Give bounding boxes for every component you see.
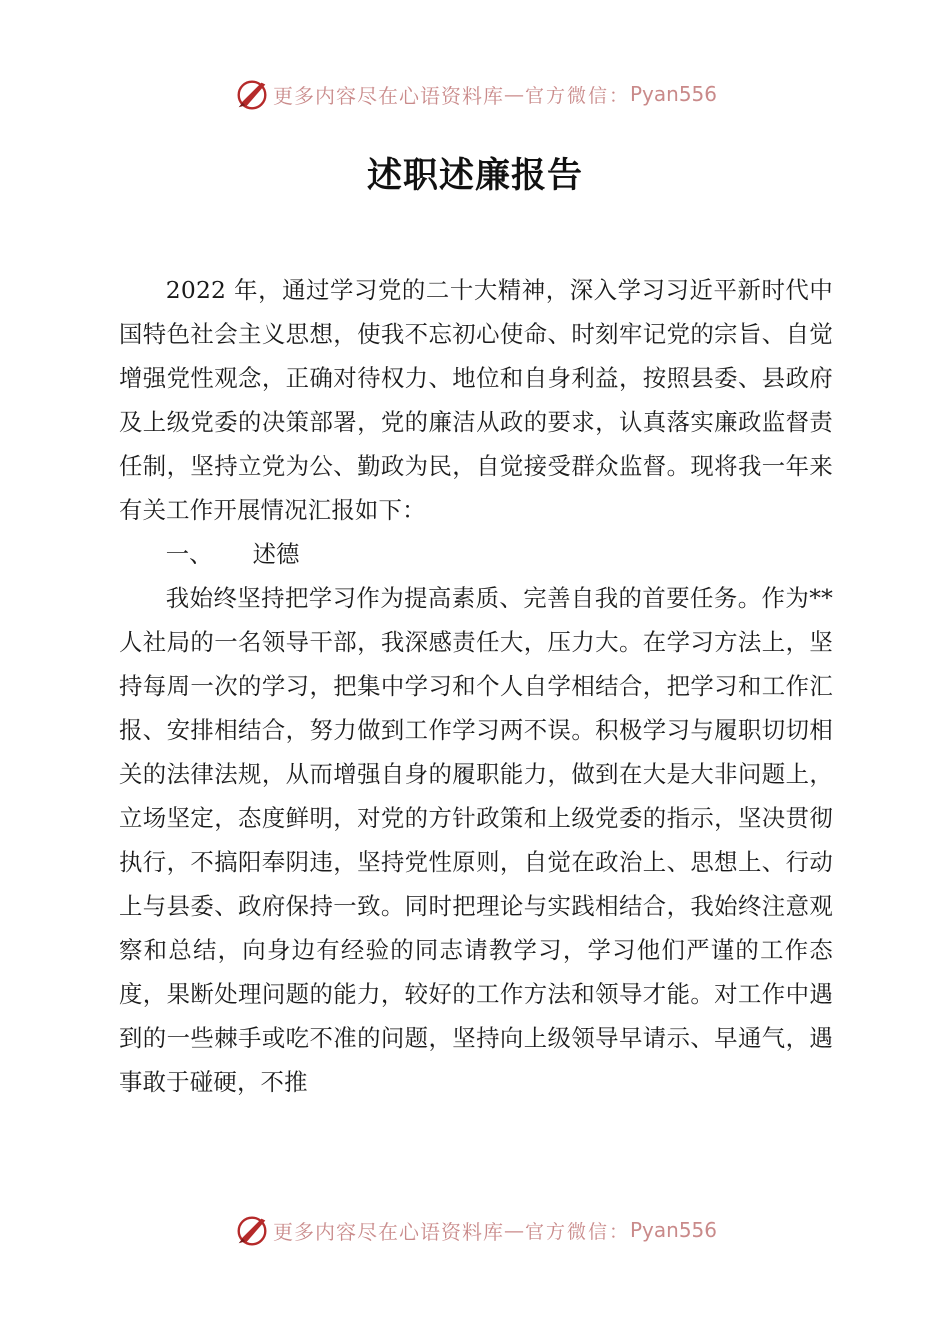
- banner-text: 更多内容尽在心语资料库: [272, 83, 504, 108]
- banner-wechat-label: 官方微信：: [524, 1220, 630, 1243]
- document-body: [119, 268, 833, 1104]
- banner-wechat-id: Pyan556: [630, 1218, 718, 1242]
- footer-banner: [0, 1208, 950, 1252]
- document-title: 述职述廉报告: [366, 155, 583, 196]
- intro-paragraph: 2022 年，通过学习党的二十大精神，深入学习习近平新时代中国特色社会主义思想，使我不忘初心使命、时刻牢记党的宗旨、自觉增强党性观念，正确对待权力、地位和自身利益，按照县委、县政府及上级党委的决策部署，党的廉洁从政的要求，认真落实廉政监督责任制，坚持立党为公、勤政为民，自觉接受群众监督。现将我一年来有关工作开展情况汇报如下：: [119, 276, 833, 524]
- banner-wechat-id: Pyan556: [630, 82, 718, 106]
- banner-text: 更多内容尽在心语资料库: [272, 1219, 504, 1244]
- banner-wechat-label: 官方微信：: [524, 84, 630, 107]
- banner-dash: —: [503, 1218, 525, 1242]
- section-paragraph: 我始终坚持把学习作为提高素质、完善自我的首要任务。作为**人社局的一名领导干部，我深感责任大，压力大。在学习方法上，坚持每周一次的学习，把集中学习和个人自学相结合，把学习和工作汇报、安排相结合，努力做到工作学习两不误。积极学习与履职切切相关的法律法规，从而增强自身的履职能力，做到在大是大非问题上，立场坚定，态度鲜明，对党的方针政策和上级党委的指示，坚决贯彻执行，不搞阳奉阴违，坚持党性原则，自觉在政治上、思想上、行动上与县委、政府保持一致。同时把理论与实践相结合，我始终注意观察和总结，向身边有经验的同志请教学习，学习他们严谨的工作态度，果断处理问题的能力，较好的工作方法和领导才能。对工作中遇到的一些棘手或吃不准的问题，坚持向上级领导早请示、早通气，遇事敢于碰硬，不推: [119, 584, 833, 1096]
- section-heading: [119, 532, 833, 576]
- header-banner: [0, 72, 950, 116]
- section-label: 述德: [252, 540, 300, 568]
- banner-dash: —: [503, 82, 525, 106]
- pen-logo-icon: [233, 1211, 271, 1249]
- pen-logo-icon: [233, 75, 271, 113]
- section-number: 一、: [165, 540, 213, 568]
